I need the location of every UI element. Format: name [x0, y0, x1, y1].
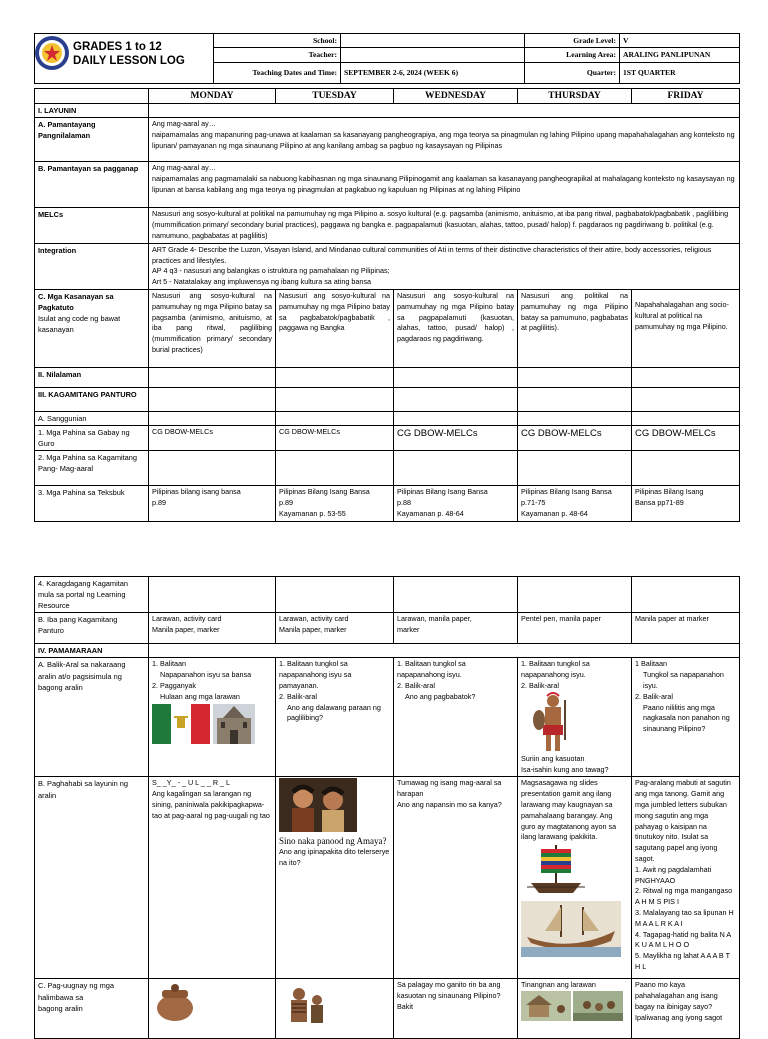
sanggunian-wed [394, 411, 518, 425]
teks-thu-1: Pilipinas Bilang Isang Bansa [521, 487, 612, 497]
kasanayan-friday [632, 289, 740, 367]
iba-mon-2: Manila paper, marker [152, 625, 220, 635]
balik-aral-monday [149, 658, 276, 777]
kpma-tue [276, 451, 394, 486]
day-tuesday: TUESDAY [276, 89, 394, 104]
b-fri-7: 5. Maylikha ng lahat A A A B T H L [635, 951, 730, 971]
iba-thursday: Pentel pen, manila paper [518, 613, 632, 644]
mexico-flag-image [152, 704, 210, 744]
karag-thu [518, 577, 632, 613]
karagdagang-kagamitan-label: 4. Karagdagang Kagamitan mula sa portal ng Learning Resource [35, 577, 149, 613]
kasanayan-label: C. Mga Kasanayan sa Pagkatuto [38, 291, 114, 313]
day-thursday: THURSDAY [518, 89, 632, 104]
gabay-friday: CG DBOW-MELCs [632, 426, 740, 451]
a-thu-3: Suriin ang kasuotan [521, 753, 585, 763]
kagamitang-pang-mag-aaral-label: 2. Mga Pahina sa Kagamitang Pang- Mag-aaral [35, 451, 149, 486]
balik-aral-thursday [518, 658, 632, 777]
school-value [341, 34, 525, 48]
integration-line-3: Art 5 - Natatalakay ang impluwensya ng ibang kultura sa ating bansa [152, 277, 371, 287]
title-line-1: GRADES 1 to 12 [73, 41, 162, 53]
deped-seal-icon [34, 35, 70, 71]
teacher-label: Teacher: [214, 48, 341, 62]
a-thu-4: Isa-isahin kung ano tawag? [521, 764, 609, 774]
amaya-photo-image [279, 778, 357, 832]
a-tue-1: 1. Balitaan tungkol sa napapanahong isyu sa pamayanan. [279, 659, 352, 691]
day-monday: MONDAY [149, 89, 276, 104]
sanggunian-mon [149, 411, 276, 425]
dates-label: Teaching Dates and Time: [214, 62, 341, 83]
balik-aral-wednesday [394, 658, 518, 777]
a-wed-1: 1. Balitaan tungkol sa napapanahong isyu. [397, 659, 466, 680]
c-thu: Tinangnan ang larawan [521, 980, 596, 990]
kasanayan-tuesday: Nasusuri ang sosyo-kultural na pamumuhay ng mga Pilipino batay sa pagbabatok/pagbabatik , paggawa ng Bangka [276, 289, 394, 367]
guess-images [152, 704, 272, 744]
teksbuk-friday [632, 486, 740, 521]
sanggunian-label: A. Sanggunian [35, 411, 149, 425]
a-mon-1: 1. Balitaan [152, 659, 186, 669]
karag-wed [394, 577, 518, 613]
iba-monday [149, 613, 276, 644]
nilalaman-mon [149, 367, 276, 387]
teks-fri-1: Pilipinas Bilang Isang [635, 487, 704, 497]
kasanayan-sublabel: Isulat ang code ng bawat kasanayan [38, 314, 121, 335]
melcs-label: MELCs [35, 208, 149, 243]
balik-aral-tuesday [276, 658, 394, 777]
teks-tue-3: Kayamanan p. 53-55 [279, 508, 346, 518]
b-mon-1: S_ _Y_ - _ U L _ _ R _ L [152, 778, 231, 788]
pag-uugnay-thursday [518, 979, 632, 1039]
paghahabi-label: B. Paghahabi sa layunin ng aralin [35, 777, 149, 979]
village-photo-2-image [573, 991, 623, 1021]
b-thu-1: Magsasagawa ng slides presentation gamit ang ilang larawang may kaugnayan sa pamahalaang barangay. Ang guro ay magtatanong ayon sa ilang larawang ipakikita. [521, 778, 617, 842]
teksbuk-tuesday [276, 486, 394, 521]
b-fri-3: PNGHYAAO [635, 875, 676, 885]
pamantayan-pagganap-text [149, 162, 740, 208]
iba-mon-1: Larawan, activity card [152, 614, 222, 624]
kagamitan-fri [632, 387, 740, 411]
a-tue-3: Ano ang dalawang paraan ng paglilibing? [287, 702, 381, 723]
b-wed-1: Tumawag ng isang mag-aaral sa harapan [397, 778, 502, 799]
b-fri-2: 1. Awit ng pagdalamhati [635, 864, 712, 874]
document-title [73, 40, 185, 69]
manunggul-jar-image [152, 982, 198, 1022]
melcs-text: Nasusuri ang sosyo-kultural at politikal na pamumuhay ng mga Pilipino a. sosyo kultural (e.g. pagsamba (animismo, anituismo, at iba pang ritwal, pagbabatok/pagbabatik , paglilibing (mummification primary/ secondary burial practices), paggawa ng bangka e. pagpapalamuti (kasuotan, alahas, tattoo, pusad/ halop) f. pagdaraos ng pagdiriwang b. politikal (e.g. namumuno, pagbabatas at paglilitis) [149, 208, 740, 243]
sanggunian-thu [518, 411, 632, 425]
a-fri-3: 2. Balik-aral [635, 691, 673, 701]
layunin-heading: I. LAYUNIN [35, 104, 149, 118]
teksbuk-label: 3. Mga Pahina sa Teksbuk [35, 486, 149, 521]
kpma-thu [518, 451, 632, 486]
nilalaman-fri [632, 367, 740, 387]
teks-wed-3: Kayamanan p. 48-64 [397, 508, 464, 518]
b-mon-2: Ang kagalingan sa larangan ng sining, paniniwala pakikipagkapwa-tao at pag-aaral ng pag-uugali ng tao [152, 789, 270, 820]
teks-wed-2: p.88 [397, 498, 411, 508]
pagganap-line-2: naipamamalas ang pagmamalaki sa nabuong kabihasnan ng mga sinaunang Pilipinogamit ang kaalaman sa kasanayang pangheograpikal at mahalagang konteksto ng kasaysayan ng lipunan at bansa kabilang ang mga teorya ng pinagmulan at pagkabuo ng kapuluan ng Pilipinas at ng lahing Pilipino [152, 174, 735, 194]
teksbuk-thursday [518, 486, 632, 521]
sanggunian-tue [276, 411, 394, 425]
sailboat-image [527, 843, 585, 899]
b-fri-4: 2. Ritwal ng mga mangangaso A H M S PIS I [635, 886, 733, 907]
teks-thu-2: p.71-75 [521, 498, 546, 508]
paghahabi-friday [632, 777, 740, 979]
paghahabi-monday [149, 777, 276, 979]
kagamitan-wed [394, 387, 518, 411]
integration-text [149, 243, 740, 289]
integration-line-2: AP 4 q3 - nasusuri ang balangkas o istruktura ng pamahalaan ng Pilipinas; [152, 266, 390, 276]
a-mon-2: Napapanahon isyu sa bansa [160, 670, 252, 680]
quarter-label: Quarter: [525, 62, 620, 83]
c-label-2: bagong aralin [38, 1003, 83, 1013]
pamantayang-pangnilalaman-text [149, 118, 740, 162]
balik-aral-label: A. Balik-Aral sa nakaraang aralin at/o pagsisimula ng bagong aralin [35, 658, 149, 777]
pamantayan-pagganap-label: B. Pamantayan sa pagganap [35, 162, 149, 208]
a-wed-2: 2. Balik-aral [397, 681, 435, 691]
kagamitan-tue [276, 387, 394, 411]
kagamitan-mon [149, 387, 276, 411]
pag-uugnay-tuesday [276, 979, 394, 1039]
quarter-value: 1ST QUARTER [620, 62, 740, 83]
balangay-image [521, 901, 621, 957]
iba-pang-kagamitan-label: B. Iba pang Kagamitang Panturo [35, 613, 149, 644]
village-photo-1-image [521, 991, 571, 1021]
a-thu-1: 1. Balitaan tungkol sa napapanahong isyu. [521, 659, 590, 680]
kasanayan-thursday: Nasusuri ang politikal na pamumuhay ng mga Pilipino batay sa pamumuno, pagbabatas at paglilitis). [518, 289, 632, 367]
b-fri-6: 4. Tagapag-hatid ng balita N A K U A M L H O O [635, 929, 731, 950]
b-fri-5: 3. Malalayang tao sa lipunan H M A A L R K A I [635, 907, 734, 928]
a-thu-2: 2. Balik-aral [521, 681, 559, 691]
pamamaraan-blank [149, 644, 740, 658]
iba-wed-1: Larawan, manila paper, [397, 614, 472, 624]
karag-mon [149, 577, 276, 613]
b-fri-1: Pag-aralang mabuti at sagutin ang mga tanong. Gamit ang mga jumbled letters subukan mong sagutin ang mga pahayag o kaisipan na tinutukoy nito. Isulat sa sagutang papel ang iyong sagot. [635, 778, 731, 863]
nilalaman-wed [394, 367, 518, 387]
gabay-monday: CG DBOW-MELCs [149, 426, 276, 451]
paghahabi-thursday [518, 777, 632, 979]
day-friday: FRIDAY [632, 89, 740, 104]
b-wed-2: Ano ang napansin mo sa kanya? [397, 800, 502, 810]
kpma-mon [149, 451, 276, 486]
teks-mon-2: p.89 [152, 498, 166, 508]
teks-mon-1: Pilipinas bilang isang bansa [152, 487, 241, 497]
kasanayan-friday-text: Napahahalagahan ang socio-kultural at political na pamumuhay ng mga Pilipino. [635, 299, 729, 331]
gabay-thursday: CG DBOW-MELCs [518, 426, 632, 451]
a-mon-3: 2. Pagganyak [152, 681, 196, 691]
kasanayan-monday: Nasusuri ang sosyo-kultural na pamumuhay ng mga Pilipino batay sa pagsamba (animismo, anituismo, at iba pang ritwal, paglilibing (mummification primary/ secondary burial practices) [149, 289, 276, 367]
teksbuk-monday [149, 486, 276, 521]
pag-uugnay-wednesday: Sa palagay mo ganito rin ba ang kasuotan ng sinaunang Pilipino? Bakit [394, 979, 518, 1039]
iba-wednesday [394, 613, 518, 644]
integration-label: Integration [35, 243, 149, 289]
teks-wed-1: Pilipinas Bilang Isang Bansa [397, 487, 488, 497]
layunin-blank [149, 104, 740, 118]
a-fri-2: Tungkol sa napapanahon isyu. [643, 670, 724, 691]
kpma-wed [394, 451, 518, 486]
day-wednesday: WEDNESDAY [394, 89, 518, 104]
teksbuk-wednesday [394, 486, 518, 521]
village-images [521, 991, 628, 1021]
pag-uugnay-monday [149, 979, 276, 1039]
a-wed-3: Ano ang pagbabatok? [405, 691, 476, 701]
lesson-table-part-2 [34, 576, 740, 1039]
teks-fri-2: Bansa pp71-89 [635, 498, 684, 508]
iba-wed-2: marker [397, 625, 420, 635]
pamantayang-pangnilalaman-label: A. Pamantayang Pangnilalaman [35, 118, 149, 162]
warrior-costume-image [529, 692, 577, 754]
tattooed-man-image [279, 986, 331, 1026]
gabay-tuesday: CG DBOW-MELCs [276, 426, 394, 451]
pamamaraan-heading: IV. PAMAMARAAN [35, 644, 149, 658]
kagamitan-thu [518, 387, 632, 411]
kagamitan-heading: III. KAGAMITANG PANTURO [35, 387, 149, 411]
pagganap-line-1: Ang mag-aaral ay… [152, 163, 216, 173]
integration-line-1: ART Grade 4- Describe the Luzon, Visayan Island, and Mindanao cultural communities of Ati in terms of their distinctive characteristics of their attire, body accessories, religious practices and lifestyles. [152, 244, 712, 265]
pag-uugnay-label-cell [35, 979, 149, 1039]
nilalaman-thu [518, 367, 632, 387]
balik-aral-friday [632, 658, 740, 777]
paghahabi-tuesday [276, 777, 394, 979]
c-label-1: C. Pag-uugnay ng mga halimbawa sa [38, 981, 115, 1002]
days-corner [35, 89, 149, 104]
iba-tue-1: Larawan, activity card [279, 614, 349, 624]
a-fri-1: 1 Balitaan [635, 659, 667, 669]
teks-tue-1: Pilipinas Bilang Isang Bansa [279, 487, 370, 497]
a-tue-2: 2. Balik-aral [279, 691, 317, 701]
title-line-2: DAILY LESSON LOG [73, 55, 185, 68]
nilalaman-tue [276, 367, 394, 387]
teacher-value [341, 48, 525, 62]
iba-tuesday [276, 613, 394, 644]
a-mon-4: Hulaan ang mga larawan [160, 691, 240, 701]
pangnilalaman-line-1: Ang mag-aaral ay… [152, 119, 216, 129]
school-label: School: [214, 34, 341, 48]
b-tue-2: Ano ang ipinapakita dito telerserye na ito? [279, 847, 390, 868]
church-photo-image [213, 704, 255, 744]
kasanayan-label-cell [35, 289, 149, 367]
gabay-wednesday: CG DBOW-MELCs [394, 426, 518, 451]
grade-value: V [620, 34, 740, 48]
sanggunian-fri [632, 411, 740, 425]
area-value: ARALING PANLIPUNAN [620, 48, 740, 62]
karag-tue [276, 577, 394, 613]
lesson-table-part-1 [34, 88, 740, 522]
teks-tue-2: p.89 [279, 498, 293, 508]
iba-tue-2: Manila paper, marker [279, 625, 347, 635]
iba-friday: Manila paper at marker [632, 613, 740, 644]
b-tue-1: Sino naka panood ng Amaya? [279, 836, 387, 847]
karag-fri [632, 577, 740, 613]
gabay-guro-label: 1. Mga Pahina sa Gabay ng Guro [35, 426, 149, 451]
teks-thu-3: Kayamanan p. 48-64 [521, 508, 588, 518]
pag-uugnay-friday: Paano mo kaya pahahalagahan ang isang bagay na ibinigay sayo? Ipaliwanag ang iyong sagot [632, 979, 740, 1039]
kasanayan-wednesday: Nasusuri ang sosyo-kultural na pamumuhay ng mga Pilipino batay sa pagpapalamuti (kasuotan, alahas, tattoo, pusad/ halop) , pagdaraos ng pagdiriwang. [394, 289, 518, 367]
area-label: Learning Area: [525, 48, 620, 62]
kpma-fri [632, 451, 740, 486]
dates-value: SEPTEMBER 2-6, 2024 (WEEK 6) [341, 62, 525, 83]
pangnilalaman-line-2: naipamamalas ang mapanuring pag-unawa at kaalaman sa kasanayang pangheograpiya, ang mga teorya sa pinagmulan ng lahing Pilipino upang mapahahalagahan ang konteksto ng lipunan/ pamayanan ng mga sinaunang Pilipino at ang kanilang ambag sa pagbuo ng kasaysayan ng Pilipinas [152, 130, 735, 150]
paghahabi-wednesday [394, 777, 518, 979]
nilalaman-heading: II. Nilalaman [35, 367, 149, 387]
a-fri-4: Paano nililitis ang mga nagkasala non panahon ng sinaunang Pilipino? [643, 702, 730, 734]
grade-label: Grade Level: [525, 34, 620, 48]
